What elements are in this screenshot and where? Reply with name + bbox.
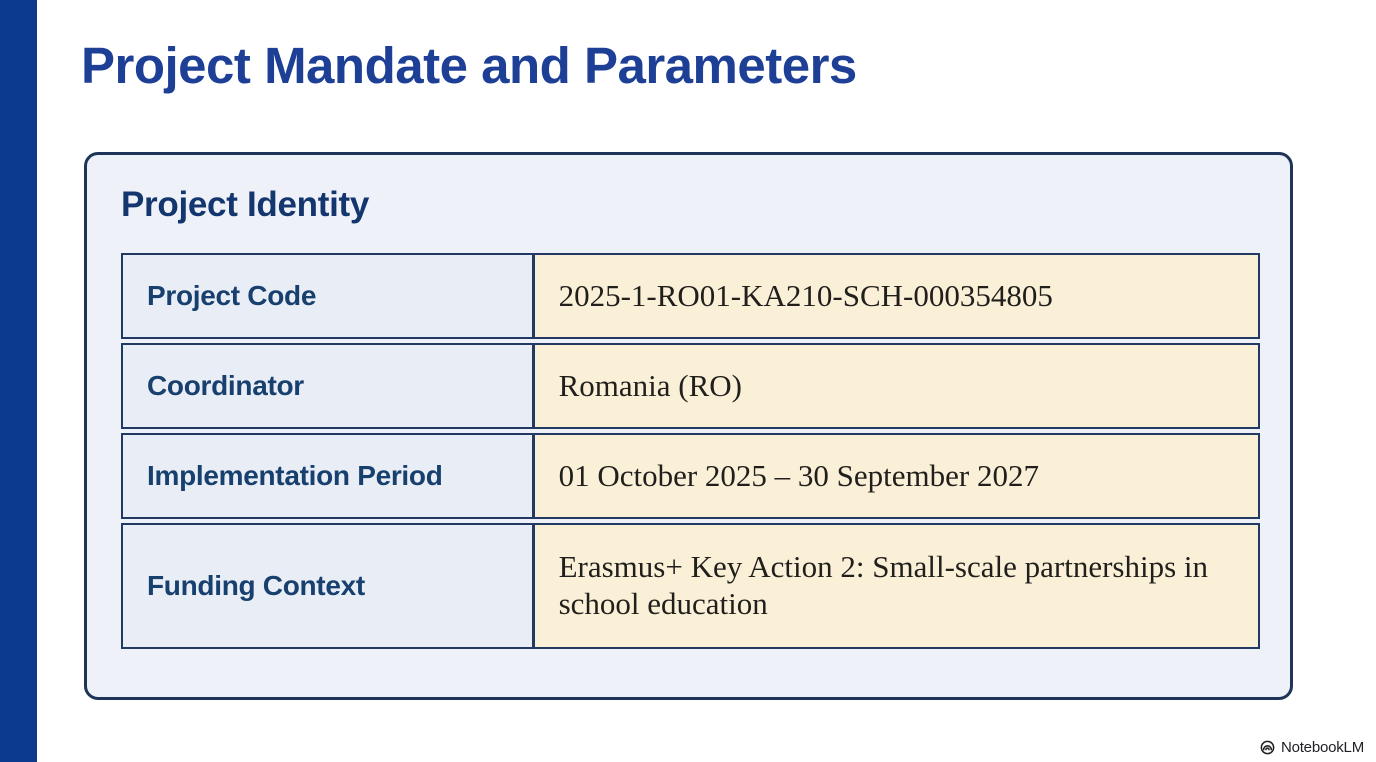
row-value: Romania (RO) xyxy=(532,345,1258,427)
table-row xyxy=(121,433,1260,519)
watermark-label: NotebookLM xyxy=(1280,739,1364,756)
table-row xyxy=(121,523,1260,649)
table-row xyxy=(121,343,1260,429)
left-accent-bar xyxy=(0,0,37,762)
row-label: Funding Context xyxy=(123,525,532,647)
page-title: Project Mandate and Parameters xyxy=(81,37,857,94)
notebooklm-watermark xyxy=(1259,739,1364,756)
notebooklm-logo-icon xyxy=(1259,739,1276,756)
row-value: 2025-1-RO01-KA210-SCH-000354805 xyxy=(532,255,1258,337)
row-label: Implementation Period xyxy=(123,435,532,517)
card-heading: Project Identity xyxy=(121,185,370,224)
row-label: Project Code xyxy=(123,255,532,337)
table-row xyxy=(121,253,1260,339)
row-label: Coordinator xyxy=(123,345,532,427)
project-identity-table xyxy=(121,253,1260,649)
row-value: 01 October 2025 – 30 September 2027 xyxy=(532,435,1258,517)
project-identity-card xyxy=(84,152,1293,700)
row-value: Erasmus+ Key Action 2: Small-scale partnerships in school education xyxy=(532,525,1258,647)
